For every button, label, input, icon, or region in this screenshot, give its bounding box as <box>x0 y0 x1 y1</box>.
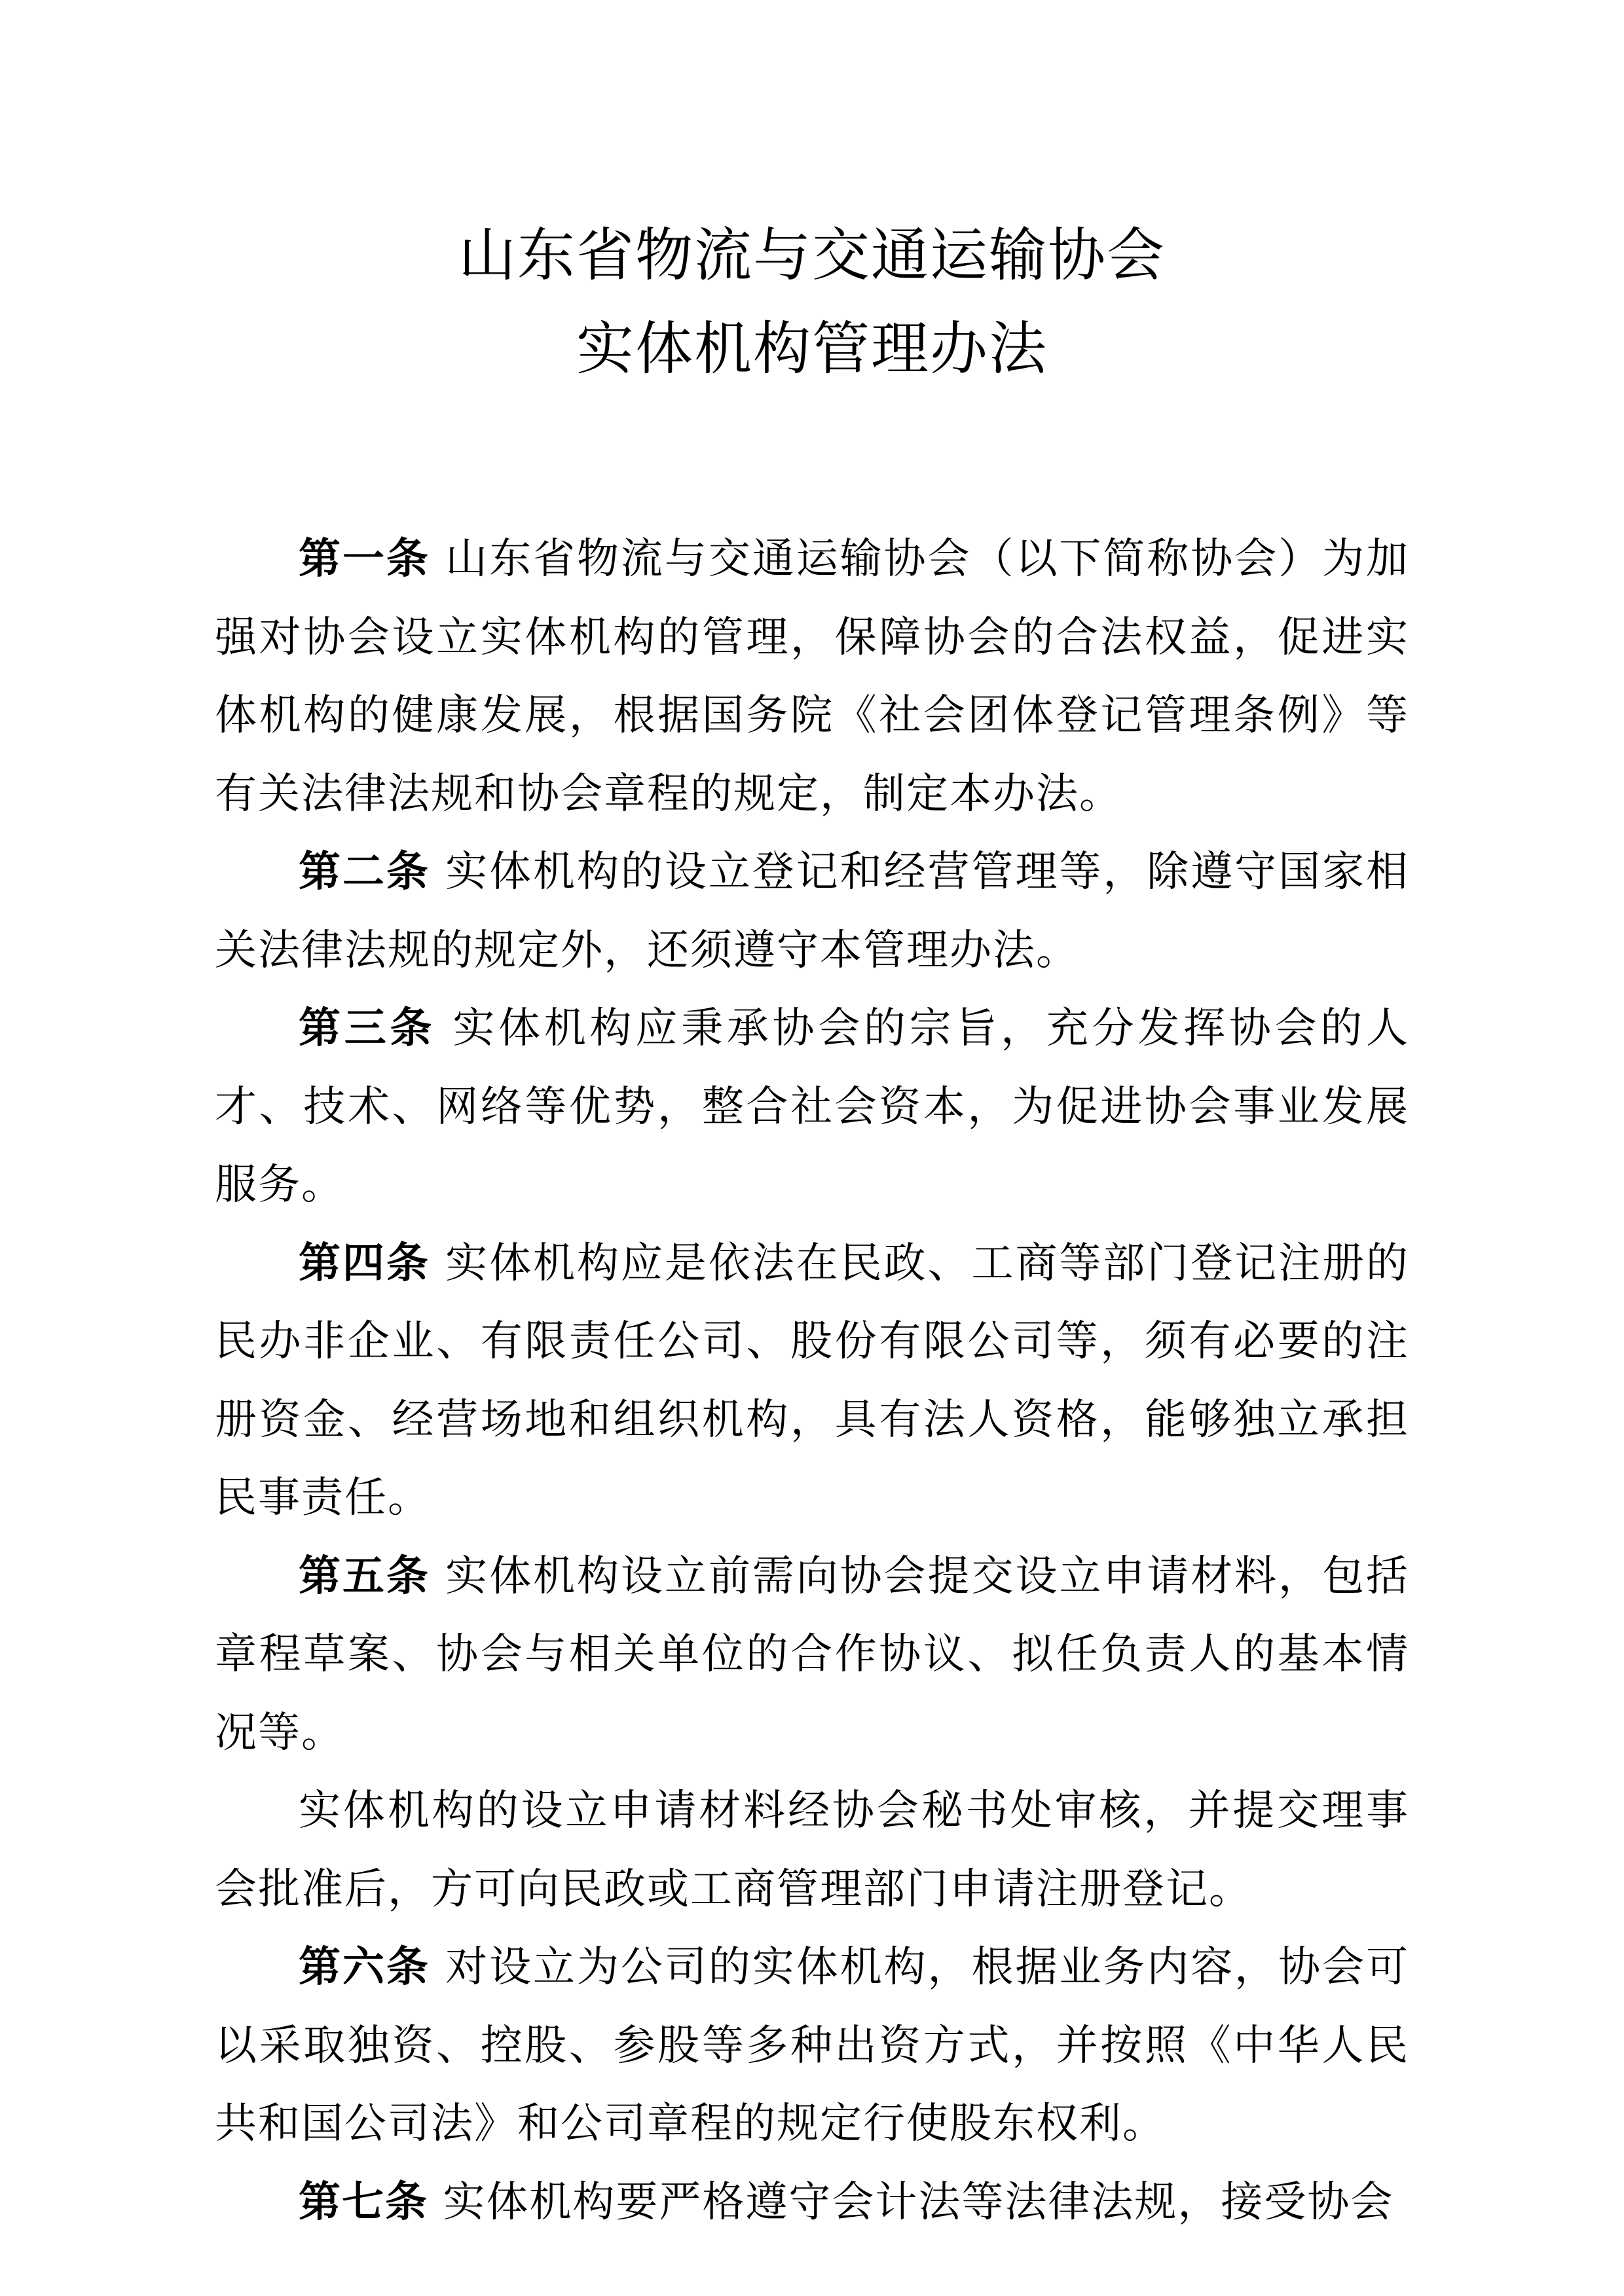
article-1 <box>215 520 1409 833</box>
article-6 <box>215 1929 1409 2164</box>
article-4 <box>215 1225 1409 1538</box>
article-label: 第五条 <box>299 1552 430 1601</box>
article-label: 第六条 <box>299 1943 430 1992</box>
article-label: 第七条 <box>299 2178 428 2227</box>
article-text: 对设立为公司的实体机构，根据业务内容，协会可以采取独资、控股、参股等多种出资方式，并按照《中华人民共和国公司法》和公司章程的规定行使股东权利。 <box>215 1943 1410 2148</box>
article-label: 第一条 <box>299 535 430 583</box>
article-text: 实体机构应秉承协会的宗旨，充分发挥协会的人才、技术、网络等优势，整合社会资本，为促进协会事业发展服务。 <box>215 1004 1410 1209</box>
article-text: 实体机构的设立登记和经营管理等，除遵守国家相关法律法规的规定外，还须遵守本管理办法。 <box>215 848 1410 975</box>
article-text: 实体机构要严格遵守会计法等法律法规，接受协会 <box>443 2178 1394 2227</box>
article-label: 第二条 <box>299 848 430 896</box>
article-text: 实体机构设立前需向协会提交设立申请材料，包括章程草案、协会与相关单位的合作协议、拟任负责人的基本情况等。 <box>215 1552 1410 1757</box>
article-text: 山东省物流与交通运输协会（以下简称协会）为加强对协会设立实体机构的管理，保障协会的合法权益，促进实体机构的健康发展，根据国务院《社会团体登记管理条例》等有关法律法规和协会章程的规定，制定本办法。 <box>215 535 1410 818</box>
document-title <box>0 208 1624 395</box>
document-body <box>215 520 1409 2242</box>
article-label: 第三条 <box>299 1004 436 1053</box>
article-5 <box>215 1538 1409 1773</box>
title-line-2: 实体机构管理办法 <box>576 315 1048 382</box>
article-5-continuation <box>215 1772 1409 1929</box>
title-line-1: 山东省物流与交通运输协会 <box>458 221 1166 289</box>
article-2 <box>215 833 1409 990</box>
article-label: 第四条 <box>299 1239 430 1288</box>
article-text: 实体机构应是依法在民政、工商等部门登记注册的民办非企业、有限责任公司、股份有限公司等，须有必要的注册资金、经营场地和组织机构，具有法人资格，能够独立承担民事责任。 <box>215 1239 1410 1522</box>
article-7 <box>215 2164 1409 2242</box>
article-3 <box>215 990 1409 1225</box>
paragraph-text: 实体机构的设立申请材料经协会秘书处审核，并提交理事会批准后，方可向民政或工商管理部门申请注册登记。 <box>215 1787 1409 1914</box>
